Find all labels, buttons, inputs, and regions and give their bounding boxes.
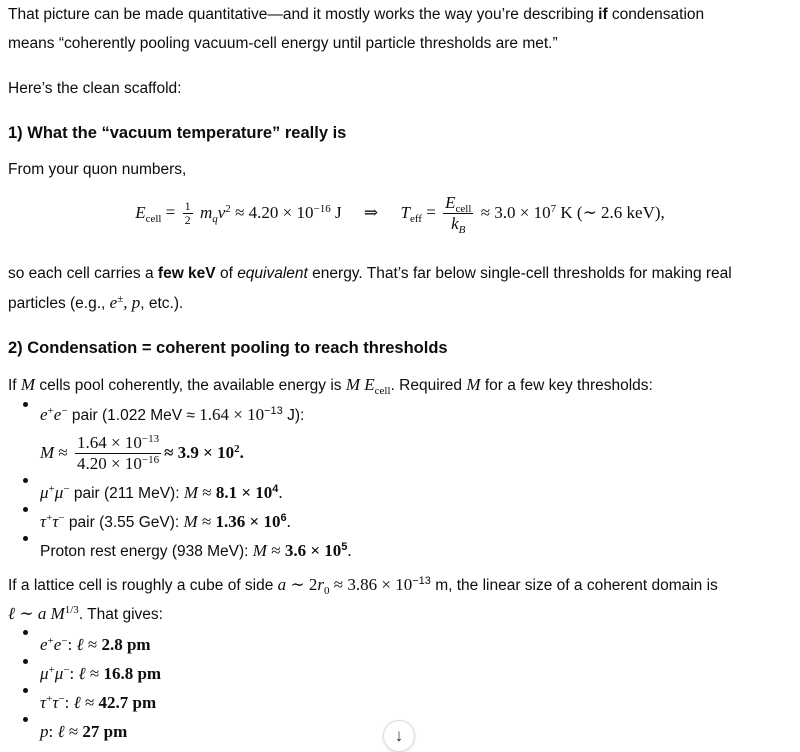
list-item-size-electron: e+e−: ℓ ≈ 2.8 pm (8, 630, 792, 659)
scaffold-intro: Here’s the clean scaffold: (8, 80, 182, 97)
list-item-proton: Proton rest energy (938 MeV): $M \approx 3.6 \times 10^5$. (8, 536, 792, 565)
intro-paragraph-line1: That picture can be made quantitative—and it mostly works the way you’re describing if condensation (8, 6, 705, 23)
section2-lead: If M cells pool coherently, the available energy is M $E_{cell}$. Required M for a few key thresholds: (8, 375, 653, 397)
list-item-size-muon: μ+μ−: ℓ ≈ 16.8 pm (8, 659, 792, 688)
list-item-size-proton: p: ℓ ≈ 27 pm (8, 717, 792, 746)
section1-after-line1: so each cell carries a few keV of equivalent energy. That’s far below single-cell thresholds for making real (8, 265, 732, 282)
electron-pair-equation: M ≈ $\frac{1.64 \times 10^{-13}}{4.20 \times 10^{-16}}$ ≈ $3.9 \times 10^2$. (40, 432, 244, 473)
list-item-electron-pair: e+e− pair (1.022 MeV ≈ $1.64 \times 10^{-13}$ J): (8, 402, 792, 428)
section2-heading: 2) Condensation = coherent pooling to reach thresholds (8, 339, 448, 357)
list-item-tau-pair: τ+τ− pair (3.55 GeV): $M \approx 1.36 \times 10^6$. (8, 507, 792, 536)
intro-paragraph-line2: means “coherently pooling vacuum-cell energy until particle thresholds are met.” (8, 35, 558, 52)
lattice-paragraph-line2: ℓ ∼ a $M^{1/3}$. That gives: (8, 604, 163, 623)
list-item-size-tau: τ+τ−: ℓ ≈ 42.7 pm (8, 688, 792, 717)
section1-after-line2: particles (e.g., e±, p, etc.). (8, 293, 184, 312)
scroll-to-bottom-button[interactable] (383, 720, 415, 752)
section1-heading: 1) What the “vacuum temperature” really is (8, 124, 347, 142)
fraction-ecell-kb: $\frac{E_{cell}}{k_B}$ (445, 193, 472, 236)
threshold-list (8, 402, 792, 565)
fraction-ratio: $\frac{1.64 \times 10^{-13}}{4.20 \times 10^{-16}}$ (77, 432, 160, 473)
list-item-muon-pair: μ+μ− pair (211 MeV): $M \approx 8.1 \times 10^4$. (8, 478, 792, 507)
arrow-down-icon: ↓ (394, 726, 404, 745)
fraction-half: $\frac{1}{2}$ (184, 199, 191, 227)
section1-lead: From your quon numbers, (8, 161, 187, 178)
lattice-paragraph-line1: If a lattice cell is roughly a cube of side a ∼ $2r_0 \approx 3.86 \times 10^{-13}$ m, the linear size of a coherent domain is (8, 575, 718, 597)
display-equation: $E_{cell}$ = $\frac{1}{2}$ $m_qv^2 \approx 4.20 \times 10^{-16}$ J ⇒ $T_{eff}$ = $\frac{E_{cell}}{k_B}$ ≈ $3.0 \times 10^7$ K (∼ 2.6 keV), (135, 193, 665, 236)
